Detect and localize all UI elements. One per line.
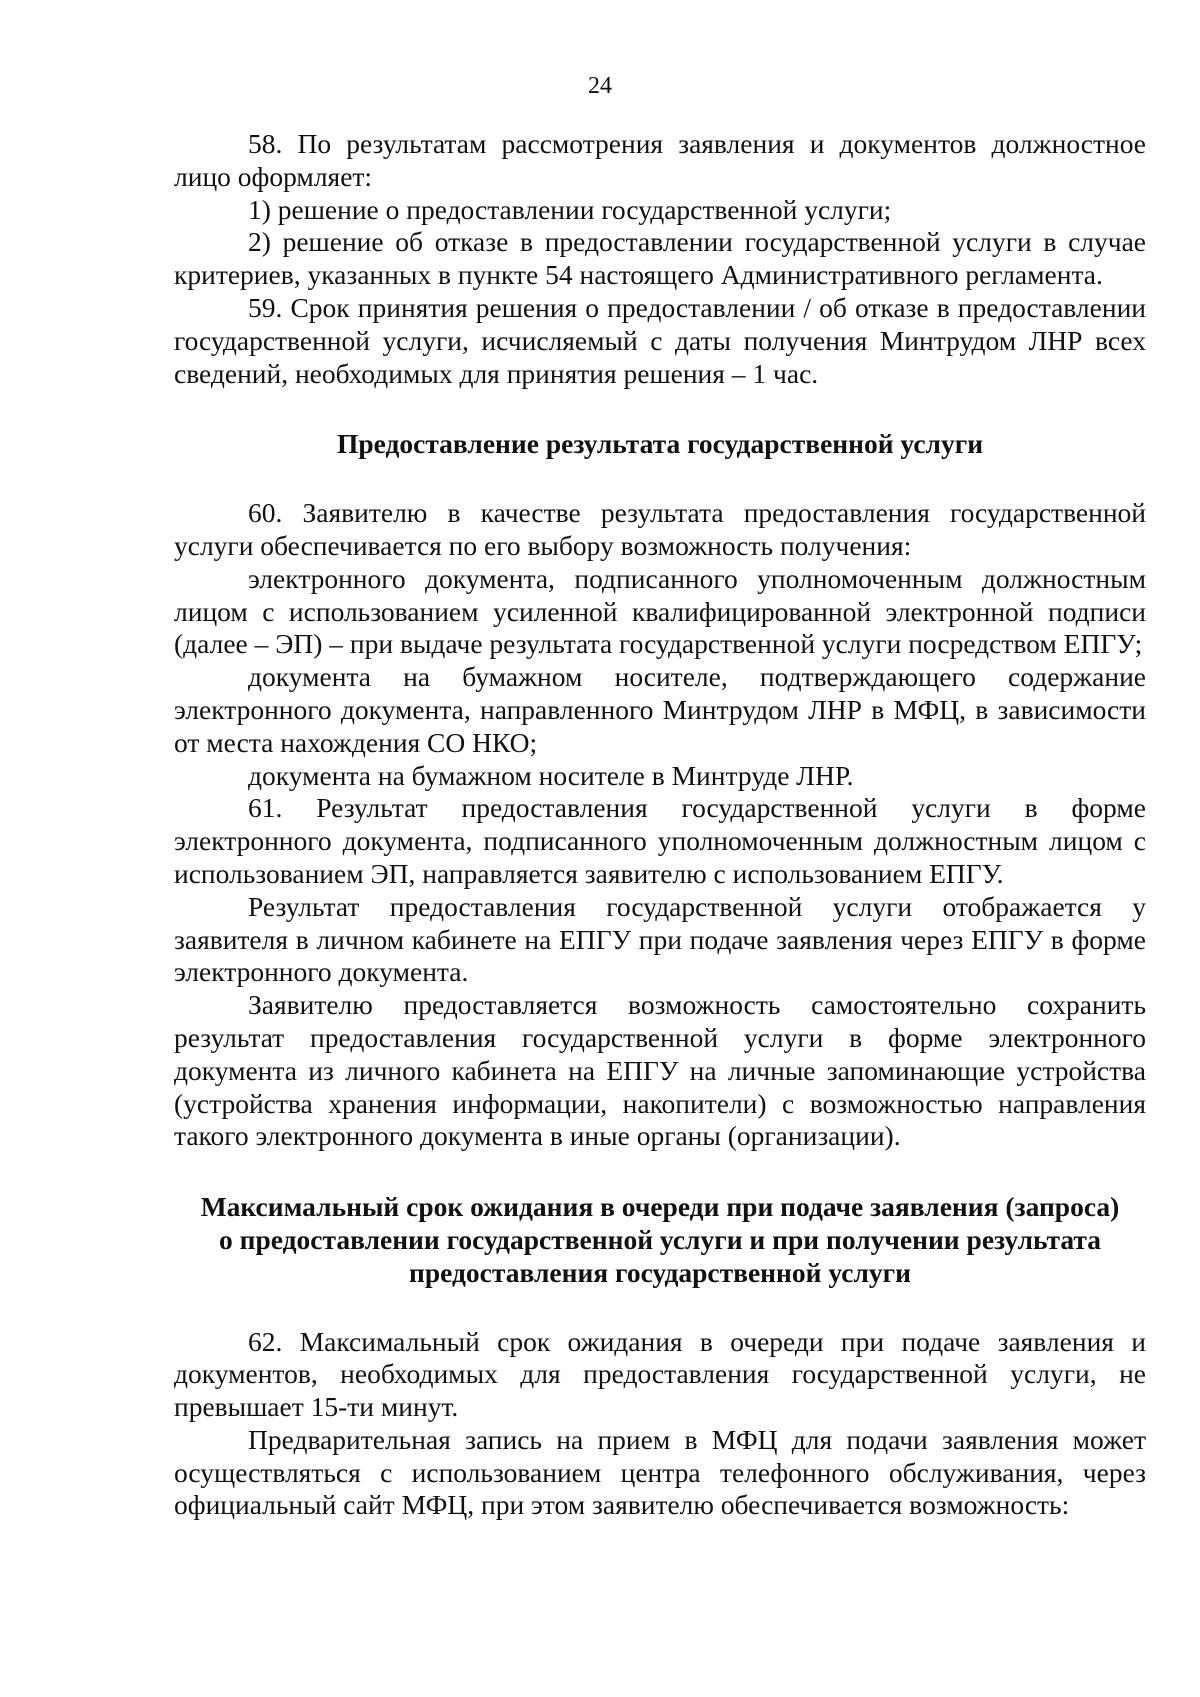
spacer: [174, 390, 1146, 428]
spacer: [174, 461, 1146, 497]
spacer: [174, 1153, 1146, 1191]
document-body: [174, 128, 1146, 1522]
heading-line-1: Максимальный срок ожидания в очереди при подаче заявления (запроса): [200, 1191, 1120, 1223]
paragraph-60-option-paper-ministry: документа на бумажном носителе в Минтруде ЛНР.: [248, 759, 854, 791]
paragraph-62-preregistration: Предварительная запись на прием в МФЦ для подачи заявления может осуществляться с использованием центра телефонного обслуживания, через официальный сайт МФЦ, при этом заявителю обеспечивается возможность:: [174, 1423, 1146, 1521]
paragraph-58-item-1: 1) решение о предоставлении государственной услуги;: [248, 193, 892, 225]
paragraph-60: 60. Заявителю в качестве результата предоставления государственной услуги обеспечивается по его выбору возможность получения:: [174, 497, 1146, 561]
paragraph-61-save: Заявителю предоставляется возможность самостоятельно сохранить результат предоставления государственной услуги в форме электронного документа из личного кабинета на ЕПГУ на личные запоминающие устройства (устройства хранения информации, накопители) с возможностью направления такого электронного документа в иные органы (организации).: [174, 989, 1146, 1152]
paragraph-60-option-electronic: электронного документа, подписанного уполномоченным должностным лицом с использованием усиленной квалифицированной электронной подписи (далее – ЭП) – при выдаче результата государственной услуги посредством ЕПГУ;: [174, 562, 1146, 660]
paragraph-62: 62. Максимальный срок ожидания в очереди при подаче заявления и документов, необходимых для предоставления государственной услуги, не превышает 15-ти минут.: [174, 1325, 1146, 1423]
section-heading-waiting-time: [174, 1191, 1146, 1289]
paragraph-61-display: Результат предоставления государственной услуги отображается у заявителя в личном кабинете на ЕПГУ при подаче заявления через ЕПГУ в форме электронного документа.: [174, 890, 1146, 988]
section-heading-result: Предоставление результата государственной услуги: [336, 428, 984, 460]
spacer: [174, 1290, 1146, 1326]
paragraph-61: 61. Результат предоставления государственной услуги в форме электронного документа, подписанного уполномоченным должностным лицом с использованием ЭП, направляется заявителю с использованием ЕПГУ.: [174, 792, 1146, 889]
paragraph-58: 58. По результатам рассмотрения заявления и документов должностное лицо оформляет:: [174, 128, 1146, 192]
heading-line-2: о предоставлении государственной услуги и при получении результата: [219, 1223, 1101, 1255]
page-number: 24: [588, 73, 612, 99]
heading-line-3: предоставления государственной услуги: [409, 1256, 911, 1288]
paragraph-60-option-paper-mfc: документа на бумажном носителе, подтверждающего содержание электронного документа, направленного Минтрудом ЛНР в МФЦ, в зависимости от места нахождения СО НКО;: [174, 661, 1146, 758]
paragraph-58-item-2: 2) решение об отказе в предоставлении государственной услуги в случае критериев, указанных в пункте 54 настоящего Административного регламента.: [174, 226, 1146, 291]
paragraph-59: 59. Срок принятия решения о предоставлении / об отказе в предоставлении государственной услуги, исчисляемый с даты получения Минтрудом ЛНР всех сведений, необходимых для принятия решения – 1 час.: [174, 291, 1146, 389]
